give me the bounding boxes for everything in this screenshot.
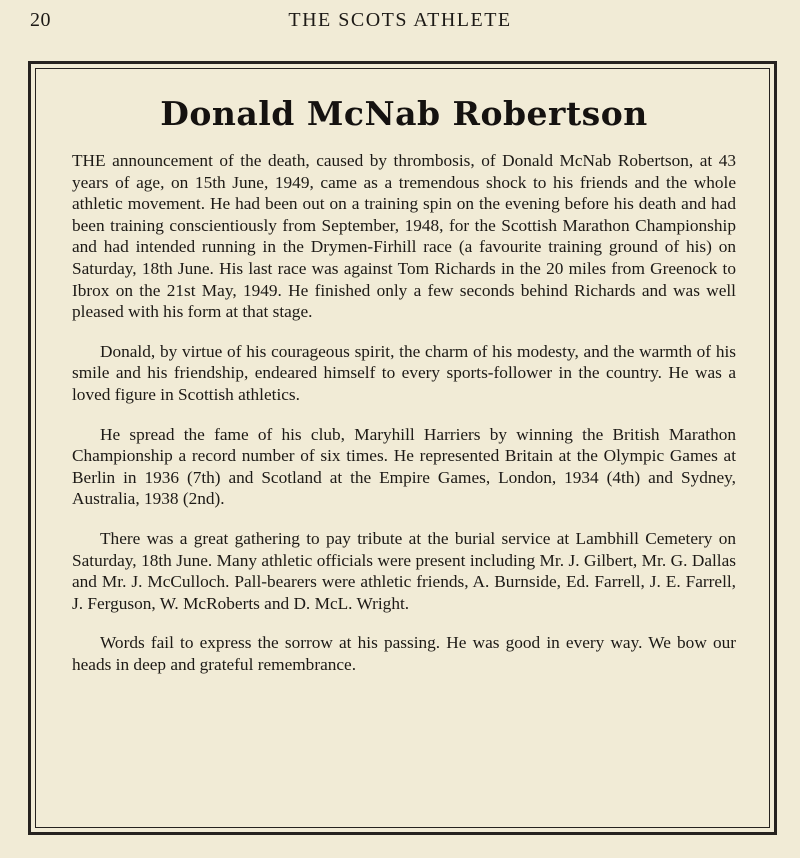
- article-body: [72, 150, 736, 675]
- article: [72, 92, 736, 693]
- paragraph-burial: There was a great gathering to pay tribute at the burial service at Lambhill Cemetery on Saturday, 18th June. Many athletic officials were present including Mr. J. Gilbert, Mr. G. Dallas and Mr. J. McCulloch. Pall-bearers were athletic friends, A. Burnside, Ed. Farrell, J. E. Farrell, J. Ferguson, W. McRoberts and D. McL. Wright.: [72, 528, 736, 613]
- page-number: 20: [30, 9, 51, 31]
- article-title: Donald McNab Robertson: [160, 94, 648, 133]
- paragraph-announcement: THE announcement of the death, caused by thrombosis, of Donald McNab Robertson, at 43 years of age, on 15th June, 1949, came as a tremendous shock to his friends and the whole athletic movement. He had been out on a training spin on the evening before his death and had been training conscientiously from September, 1948, for the Scottish Marathon Championship and had intended running in the Drymen-Firhill race (a favourite training ground of his) on Saturday, 18th June. His last race was against Tom Richards in the 20 miles from Greenock to Ibrox on the 21st May, 1949. He finished only a few seconds behind Richards and was well pleased with his form at that stage.: [72, 151, 736, 322]
- paragraph-character: Donald, by virtue of his courageous spirit, the charm of his modesty, and the warmth of his smile and his friendship, endeared himself to every sports-follower in the country. He was a loved figure in Scottish athletics.: [72, 341, 736, 404]
- paragraph-closing: Words fail to express the sorrow at his passing. He was good in every way. We bow our heads in deep and grateful remembrance.: [72, 633, 736, 674]
- paragraph-achievements: He spread the fame of his club, Maryhill Harriers by winning the British Marathon Championship a record number of six times. He represented Britain at the Olympic Games at Berlin in 1936 (7th) and Scotland at the Empire Games, London, 1934 (4th) and Sydney, Australia, 1938 (2nd).: [72, 424, 736, 509]
- running-head: THE SCOTS ATHLETE: [288, 9, 512, 31]
